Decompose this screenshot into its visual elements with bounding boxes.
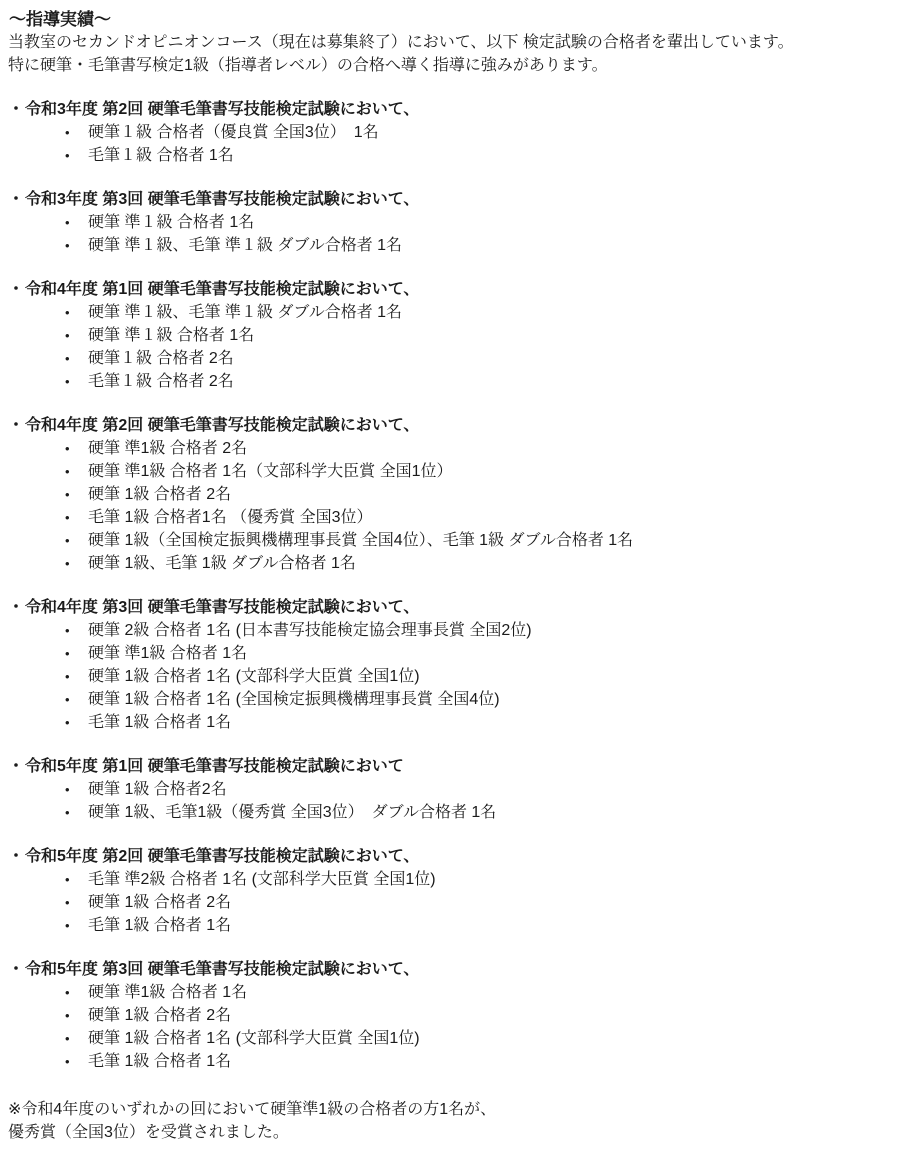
section-heading-text: 令和4年度 第3回 硬筆毛筆書写技能検定試験において、	[25, 599, 420, 616]
result-item	[8, 370, 904, 393]
result-item-text: 硬筆 2級 合格者 1名 (日本書写技能検定協会理事長賞 全国2位)	[88, 622, 532, 639]
result-item	[8, 688, 904, 711]
result-list	[8, 301, 904, 393]
footer-note	[8, 1098, 904, 1144]
result-item-text: 硬筆 準１級 合格者 1名	[88, 214, 255, 231]
result-item	[8, 552, 904, 575]
result-item-text: 毛筆 1級 合格者 1名	[88, 714, 232, 731]
result-item-text: 毛筆１級 合格者 2名	[88, 373, 234, 390]
item-bullet-icon: •	[65, 715, 70, 730]
item-bullet-icon: •	[65, 692, 70, 707]
section-heading	[8, 188, 904, 211]
result-list	[8, 211, 904, 257]
exam-section	[8, 958, 904, 1073]
section-bullet-icon: ・	[8, 417, 25, 434]
section-heading-text: 令和5年度 第2回 硬筆毛筆書写技能検定試験において、	[25, 848, 420, 865]
page-title: 〜指導実績〜	[9, 10, 111, 29]
result-item-text: 毛筆 1級 合格者1名 （優秀賞 全国3位）	[88, 509, 373, 526]
section-bullet-icon: ・	[8, 599, 25, 616]
result-item-text: 硬筆 準1級 合格者 1名	[88, 984, 248, 1001]
result-item	[8, 891, 904, 914]
item-bullet-icon: •	[65, 441, 70, 456]
item-bullet-icon: •	[65, 918, 70, 933]
item-bullet-icon: •	[65, 510, 70, 525]
result-item	[8, 642, 904, 665]
result-item-text: 硬筆 1級 合格者 1名 (文部科学大臣賞 全国1位)	[88, 1030, 420, 1047]
result-item	[8, 1027, 904, 1050]
result-item-text: 毛筆１級 合格者 1名	[88, 147, 234, 164]
item-bullet-icon: •	[65, 985, 70, 1000]
result-item	[8, 914, 904, 937]
intro-line-1: 当教室のセカンドオピニオンコース（現在は募集終了）において、以下 検定試験の合格者を輩出しています。	[8, 34, 794, 51]
result-item-text: 硬筆 1級 合格者 1名 (文部科学大臣賞 全国1位)	[88, 668, 420, 685]
result-item	[8, 981, 904, 1004]
section-heading	[8, 278, 904, 301]
item-bullet-icon: •	[65, 374, 70, 389]
section-heading	[8, 596, 904, 619]
result-item	[8, 211, 904, 234]
footer-line-1: ※令和4年度のいずれかの回において硬筆準1級の合格者の方1名が、	[8, 1101, 497, 1118]
result-item	[8, 529, 904, 552]
result-item-text: 硬筆 準1級 合格者 1名	[88, 645, 248, 662]
result-item	[8, 301, 904, 324]
result-list	[8, 778, 904, 824]
section-heading-text: 令和5年度 第1回 硬筆毛筆書写技能検定試験において	[25, 758, 404, 775]
item-bullet-icon: •	[65, 872, 70, 887]
exam-section	[8, 414, 904, 575]
result-item-text: 硬筆 準１級、毛筆 準１級 ダブル合格者 1名	[88, 304, 403, 321]
result-item	[8, 234, 904, 257]
result-item-text: 硬筆１級 合格者 2名	[88, 350, 234, 367]
result-item	[8, 1004, 904, 1027]
item-bullet-icon: •	[65, 148, 70, 163]
document	[8, 8, 904, 1144]
result-item-text: 硬筆 準1級 合格者 1名（文部科学大臣賞 全国1位）	[88, 463, 453, 480]
section-bullet-icon: ・	[8, 281, 25, 298]
result-item-text: 硬筆 1級、毛筆1級（優秀賞 全国3位） ダブル合格者 1名	[88, 804, 497, 821]
section-heading	[8, 414, 904, 437]
intro-paragraph	[8, 31, 904, 77]
result-item-text: 硬筆 1級 合格者2名	[88, 781, 227, 798]
result-list	[8, 437, 904, 575]
item-bullet-icon: •	[65, 328, 70, 343]
result-item	[8, 483, 904, 506]
item-bullet-icon: •	[65, 1008, 70, 1023]
result-item	[8, 460, 904, 483]
result-item	[8, 711, 904, 734]
result-item-text: 硬筆 1級 合格者 2名	[88, 1007, 232, 1024]
result-item	[8, 1050, 904, 1073]
section-heading-text: 令和3年度 第3回 硬筆毛筆書写技能検定試験において、	[25, 191, 420, 208]
section-bullet-icon: ・	[8, 961, 25, 978]
result-item	[8, 665, 904, 688]
result-item	[8, 437, 904, 460]
footer-line-2: 優秀賞（全国3位）を受賞されました。	[8, 1124, 289, 1141]
item-bullet-icon: •	[65, 238, 70, 253]
result-item-text: 毛筆 準2級 合格者 1名 (文部科学大臣賞 全国1位)	[88, 871, 436, 888]
result-list	[8, 619, 904, 734]
item-bullet-icon: •	[65, 351, 70, 366]
item-bullet-icon: •	[65, 533, 70, 548]
item-bullet-icon: •	[65, 805, 70, 820]
result-list	[8, 981, 904, 1073]
result-item-text: 毛筆 1級 合格者 1名	[88, 1053, 232, 1070]
result-item-text: 硬筆 準１級 合格者 1名	[88, 327, 255, 344]
item-bullet-icon: •	[65, 487, 70, 502]
result-item-text: 硬筆 1級（全国検定振興機構理事長賞 全国4位）、毛筆 1級 ダブル合格者 1名	[88, 532, 634, 549]
result-item	[8, 801, 904, 824]
section-bullet-icon: ・	[8, 191, 25, 208]
section-heading	[8, 755, 904, 778]
result-item-text: 硬筆 1級、毛筆 1級 ダブル合格者 1名	[88, 555, 356, 572]
intro-line-2: 特に硬筆・毛筆書写検定1級（指導者レベル）の合格へ導く指導に強みがあります。	[8, 57, 608, 74]
section-heading-text: 令和3年度 第2回 硬筆毛筆書写技能検定試験において、	[25, 101, 420, 118]
result-item	[8, 868, 904, 891]
item-bullet-icon: •	[65, 464, 70, 479]
exam-section	[8, 845, 904, 937]
item-bullet-icon: •	[65, 895, 70, 910]
result-item-text: 硬筆 1級 合格者 2名	[88, 894, 232, 911]
item-bullet-icon: •	[65, 305, 70, 320]
section-heading	[8, 845, 904, 868]
result-item	[8, 324, 904, 347]
section-heading-text: 令和4年度 第1回 硬筆毛筆書写技能検定試験において、	[25, 281, 420, 298]
item-bullet-icon: •	[65, 669, 70, 684]
exam-section	[8, 188, 904, 257]
item-bullet-icon: •	[65, 125, 70, 140]
item-bullet-icon: •	[65, 215, 70, 230]
result-item-text: 硬筆 1級 合格者 2名	[88, 486, 232, 503]
exam-section	[8, 98, 904, 167]
item-bullet-icon: •	[65, 623, 70, 638]
result-item-text: 硬筆 準1級 合格者 2名	[88, 440, 248, 457]
exam-section	[8, 278, 904, 393]
section-bullet-icon: ・	[8, 848, 25, 865]
result-item	[8, 121, 904, 144]
result-list	[8, 121, 904, 167]
item-bullet-icon: •	[65, 556, 70, 571]
section-heading-text: 令和5年度 第3回 硬筆毛筆書写技能検定試験において、	[25, 961, 420, 978]
section-bullet-icon: ・	[8, 758, 25, 775]
result-item	[8, 144, 904, 167]
result-list	[8, 868, 904, 937]
exam-section	[8, 755, 904, 824]
exam-section	[8, 596, 904, 734]
result-item	[8, 619, 904, 642]
result-item-text: 硬筆 準１級、毛筆 準１級 ダブル合格者 1名	[88, 237, 403, 254]
section-bullet-icon: ・	[8, 101, 25, 118]
section-heading-text: 令和4年度 第2回 硬筆毛筆書写技能検定試験において、	[25, 417, 420, 434]
result-item	[8, 778, 904, 801]
result-item-text: 硬筆１級 合格者（優良賞 全国3位） 1名	[88, 124, 379, 141]
item-bullet-icon: •	[65, 646, 70, 661]
section-heading	[8, 958, 904, 981]
exam-sections	[8, 98, 904, 1073]
result-item	[8, 347, 904, 370]
result-item	[8, 506, 904, 529]
result-item-text: 硬筆 1級 合格者 1名 (全国検定振興機構理事長賞 全国4位)	[88, 691, 500, 708]
section-heading	[8, 98, 904, 121]
item-bullet-icon: •	[65, 782, 70, 797]
item-bullet-icon: •	[65, 1054, 70, 1069]
result-item-text: 毛筆 1級 合格者 1名	[88, 917, 232, 934]
item-bullet-icon: •	[65, 1031, 70, 1046]
